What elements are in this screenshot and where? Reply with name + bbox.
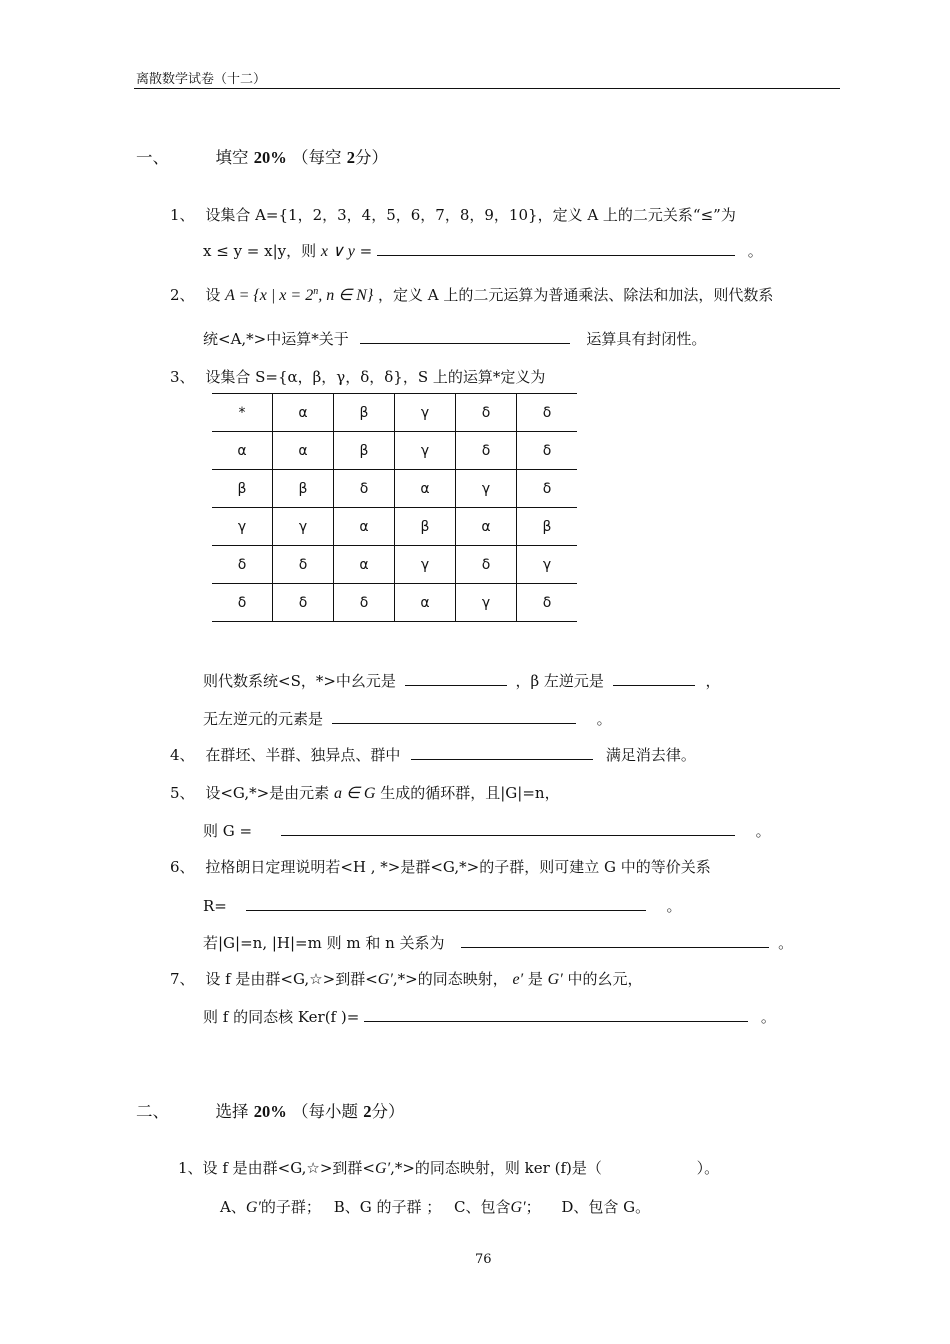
q5-line1 (170, 782, 560, 803)
operation-table-cell: γ (212, 508, 273, 546)
s2-q1-text-a: 设 f 是由群<G,☆>到群< (202, 1159, 376, 1177)
q6-period-2: 。 (778, 934, 794, 952)
operation-table-cell: δ (517, 584, 578, 622)
operation-table-cell: δ (456, 546, 517, 584)
section-1-number: 一、 (136, 148, 169, 167)
q1-number: 1、 (170, 206, 195, 224)
q3-line3 (203, 708, 612, 729)
q4-answer-blank[interactable] (411, 745, 593, 760)
q7-text-b: ,*>的同态映射， (392, 970, 508, 988)
q7-group-g-prime-2: G′ (547, 971, 563, 988)
operation-table-cell: β (334, 432, 395, 470)
operation-table-cell: α (212, 432, 273, 470)
operation-table-cell: α (273, 394, 334, 432)
q1-equals: = (359, 242, 373, 260)
operation-table-cell: δ (456, 394, 517, 432)
header-rule (134, 88, 840, 89)
q7-identity-e-prime: e′ (512, 971, 524, 988)
q2-number: 2、 (170, 286, 195, 304)
q5-text-b: 生成的循环群，且|G|=n， (380, 784, 560, 802)
q7-line1 (170, 968, 643, 989)
q6-line2 (203, 895, 681, 916)
q7-text-d: 中的幺元， (567, 970, 643, 988)
q2-text-2b: 运算具有封闭性。 (586, 330, 707, 348)
s2-q1-text-c: ）。 (696, 1159, 720, 1177)
operation-table-cell: δ (212, 546, 273, 584)
operation-table-cell: δ (273, 584, 334, 622)
q2-text-2a: 统<A,*>中运算*关于 (203, 330, 349, 348)
q2-pre: 设 (205, 286, 221, 304)
page-number: 76 (475, 1252, 492, 1267)
section-1-title: 填空 (215, 148, 249, 167)
q2-answer-blank[interactable] (360, 329, 570, 344)
q2-set-expression: A = {x | x = 2 (225, 287, 314, 304)
operation-table-cell: γ (395, 432, 456, 470)
q3-inverse-text: ，β 左逆元是 (515, 672, 604, 690)
section-2-per: 2 (363, 1102, 372, 1121)
q5-g-equals: 则 G = (203, 822, 253, 840)
operation-table-cell: β (273, 470, 334, 508)
q4-text-a: 在群坯、半群、独异点、群中 (205, 746, 401, 764)
option-a[interactable]: A、G′的子群； (220, 1198, 321, 1216)
q2-text: ，定义 A 上的二元运算为普通乘法、除法和加法，则代数系 (378, 286, 774, 304)
option-d[interactable]: D、包含 G。 (561, 1198, 651, 1216)
q3-identity-blank[interactable] (405, 671, 507, 686)
q2-line2 (203, 328, 706, 349)
operation-table-row (212, 584, 577, 622)
operation-table-cell: β (395, 508, 456, 546)
q5-line2 (203, 820, 771, 841)
section-1-unit: 分） (355, 148, 388, 167)
operation-table-cell: δ (456, 432, 517, 470)
q3-text: 设集合 S={α，β，γ，δ，δ}，S 上的运算*定义为 (205, 368, 546, 386)
q3-no-inverse-blank[interactable] (332, 709, 576, 724)
q7-kernel-blank[interactable] (364, 1007, 748, 1022)
operation-table-cell: γ (273, 508, 334, 546)
operation-table-cell: δ (273, 546, 334, 584)
q3-comma: ， (705, 672, 721, 690)
operation-table-cell: γ (395, 394, 456, 432)
operation-table-cell: α (334, 508, 395, 546)
option-a-group: G′ (245, 1199, 261, 1216)
page-header: 离散数学试卷（十二） (136, 72, 267, 87)
q2-line1 (170, 284, 773, 305)
q3-line1 (170, 366, 545, 387)
operation-table-cell: β (517, 508, 578, 546)
q6-text: 拉格朗日定理说明若<H , *>是群<G,*>的子群，则可建立 G 中的等价关系 (205, 858, 711, 876)
operation-table-cell: γ (456, 470, 517, 508)
operation-table-cell: α (456, 508, 517, 546)
q4-text-b: 满足消去律。 (605, 746, 696, 764)
operation-table-cell: * (212, 394, 273, 432)
section-2-note: （每小题 (292, 1102, 358, 1121)
q1-relation: x ≤ y = x|y，则 (203, 242, 317, 260)
operation-table-cell: γ (517, 546, 578, 584)
operation-table-cell: δ (517, 432, 578, 470)
operation-table-cell: δ (517, 394, 578, 432)
q5-expression: a ∈ G (333, 785, 376, 802)
operation-table-cell: δ (334, 470, 395, 508)
operation-table-cell: γ (395, 546, 456, 584)
q5-text-a: 设<G,*>是由元素 (205, 784, 330, 802)
operation-table-row (212, 432, 577, 470)
q4-number: 4、 (170, 746, 195, 764)
section-1-heading (136, 144, 388, 168)
q3-line2 (203, 670, 721, 691)
s2-q1-line1 (178, 1157, 719, 1178)
section-2-unit: 分） (371, 1102, 405, 1121)
option-c[interactable]: C、包含G′； (454, 1198, 541, 1216)
operation-table-cell: β (334, 394, 395, 432)
section-1-score: 20% (253, 148, 287, 167)
operation-table-cell: α (334, 546, 395, 584)
q5-answer-blank[interactable] (281, 821, 735, 836)
operation-table-row (212, 508, 577, 546)
section-1-note: （每空 (292, 148, 342, 167)
operation-table-cell: α (395, 584, 456, 622)
operation-table-cell: γ (456, 584, 517, 622)
operation-table (212, 393, 577, 622)
q4-line (170, 744, 696, 765)
operation-table-cell: β (212, 470, 273, 508)
q1-line1 (170, 204, 736, 225)
section-2-score: 20% (253, 1102, 287, 1121)
operation-table-cell: δ (212, 584, 273, 622)
operation-table-row (212, 546, 577, 584)
operation-table-row (212, 470, 577, 508)
s2-q1-text-b: ,*>的同态映射，则 ker (f)是（ (390, 1159, 602, 1177)
q6-mn-text: 若|G|=n, |H|=m 则 m 和 n 关系为 (203, 934, 445, 952)
q2-exponent: n (313, 286, 319, 297)
q3-identity-text: 则代数系统<S，*>中幺元是 (203, 672, 396, 690)
operation-table-cell: δ (517, 470, 578, 508)
operation-table-cell: α (273, 432, 334, 470)
q6-mn-blank[interactable] (461, 933, 769, 948)
q1-text: 设集合 A={1，2，3，4，5，6，7，8，9，10}，定义 A 上的二元关系“≤”为 (205, 206, 736, 224)
q7-text-a: 设 f 是由群<G,☆>到群< (205, 970, 378, 988)
section-2-heading (136, 1098, 405, 1122)
option-c-group: G′ (510, 1199, 526, 1216)
section-2-title: 选择 (215, 1102, 249, 1121)
operation-table-row (212, 394, 577, 432)
section-2-number: 二、 (136, 1102, 169, 1121)
operation-table-cell: δ (334, 584, 395, 622)
q1-expression: x ∨ y (320, 243, 355, 260)
q1-period: 。 (747, 242, 763, 260)
s2-q1-options (220, 1196, 650, 1217)
option-b[interactable]: B、G 的子群 ； (333, 1198, 442, 1216)
q6-line3 (203, 932, 793, 953)
q2-set-expression-end: , n ∈ N} (318, 287, 374, 304)
section-1-per: 2 (346, 148, 355, 167)
q3-no-inverse-text: 无左逆元的元素是 (203, 710, 324, 728)
q7-number: 7、 (170, 970, 195, 988)
q7-line2 (203, 1006, 776, 1027)
q6-period-1: 。 (666, 897, 682, 915)
q3-period: 。 (596, 710, 612, 728)
q5-period: 。 (755, 822, 771, 840)
q7-group-g-prime: G′ (377, 971, 393, 988)
q7-period: 。 (760, 1008, 776, 1026)
s2-q1-number: 1、 (178, 1159, 203, 1177)
q6-relation-blank[interactable] (246, 896, 646, 911)
q7-kernel-text: 则 f 的同态核 Ker(f )= (203, 1008, 360, 1026)
q1-answer-blank[interactable] (377, 241, 735, 256)
operation-table-cell: α (395, 470, 456, 508)
q7-text-c: 是 (527, 970, 543, 988)
s2-q1-group-g-prime: G′ (375, 1160, 391, 1177)
q5-number: 5、 (170, 784, 195, 802)
q3-inverse-blank[interactable] (613, 671, 695, 686)
q6-line1 (170, 856, 711, 877)
q6-r-equals: R= (203, 897, 227, 915)
q6-number: 6、 (170, 858, 195, 876)
q1-line2 (203, 240, 763, 261)
q3-number: 3、 (170, 368, 195, 386)
